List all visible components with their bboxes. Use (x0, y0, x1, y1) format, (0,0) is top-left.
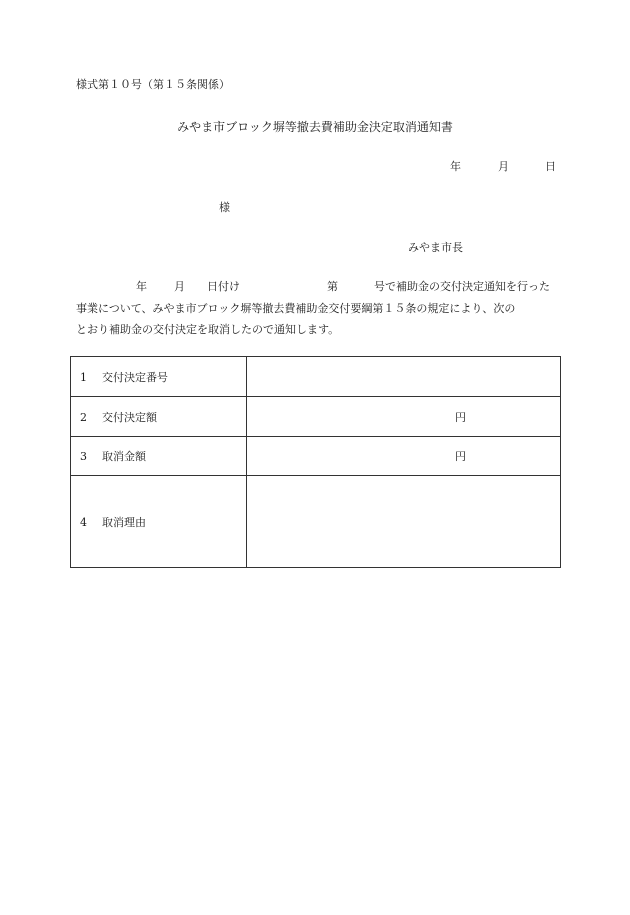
issuer-name: みやま市長 (408, 241, 463, 254)
date-day-label: 日 (545, 160, 556, 173)
body-day-dated-label: 日付け (207, 280, 240, 293)
row-label: 取消理由 (102, 515, 146, 529)
row-label-cell (71, 397, 247, 437)
table-row (71, 357, 561, 397)
cancellation-table (70, 356, 561, 568)
addressee-suffix: 様 (219, 201, 230, 214)
cancel-amount-value (247, 437, 561, 476)
row-label-cell (71, 476, 247, 568)
yen-unit: 円 (455, 410, 466, 424)
body-dai-label: 第 (327, 280, 338, 293)
table-row (71, 397, 561, 437)
date-month-label: 月 (498, 160, 509, 173)
cancel-reason-value (247, 476, 561, 568)
row-label: 交付決定番号 (102, 370, 168, 384)
document-title: みやま市ブロック塀等撤去費補助金決定取消通知書 (177, 120, 453, 134)
row-label-cell (71, 357, 247, 397)
body-line1-rest: 号で補助金の交付決定通知を行った (374, 280, 550, 293)
row-number: 3 (80, 450, 87, 463)
decision-number-value (247, 357, 561, 397)
row-label: 取消金額 (102, 450, 146, 463)
yen-unit: 円 (455, 450, 466, 463)
body-year-label: 年 (136, 280, 147, 293)
form-number: 様式第１０号（第１５条関係） (76, 78, 230, 91)
row-label: 交付決定額 (102, 410, 157, 424)
body-line-2: 事業について、みやま市ブロック塀等撤去費補助金交付要綱第１５条の規定により、次の (76, 302, 516, 315)
row-number: 1 (80, 370, 87, 384)
body-line-3: とおり補助金の交付決定を取消したので通知します。 (76, 323, 340, 336)
date-year-label: 年 (450, 160, 461, 173)
row-number: 4 (80, 515, 87, 529)
table-row (71, 476, 561, 568)
table-row (71, 437, 561, 476)
body-month-label: 月 (174, 280, 185, 293)
row-label-cell (71, 437, 247, 476)
row-number: 2 (80, 410, 87, 424)
body-line-1 (76, 278, 556, 294)
decision-amount-value (247, 397, 561, 437)
